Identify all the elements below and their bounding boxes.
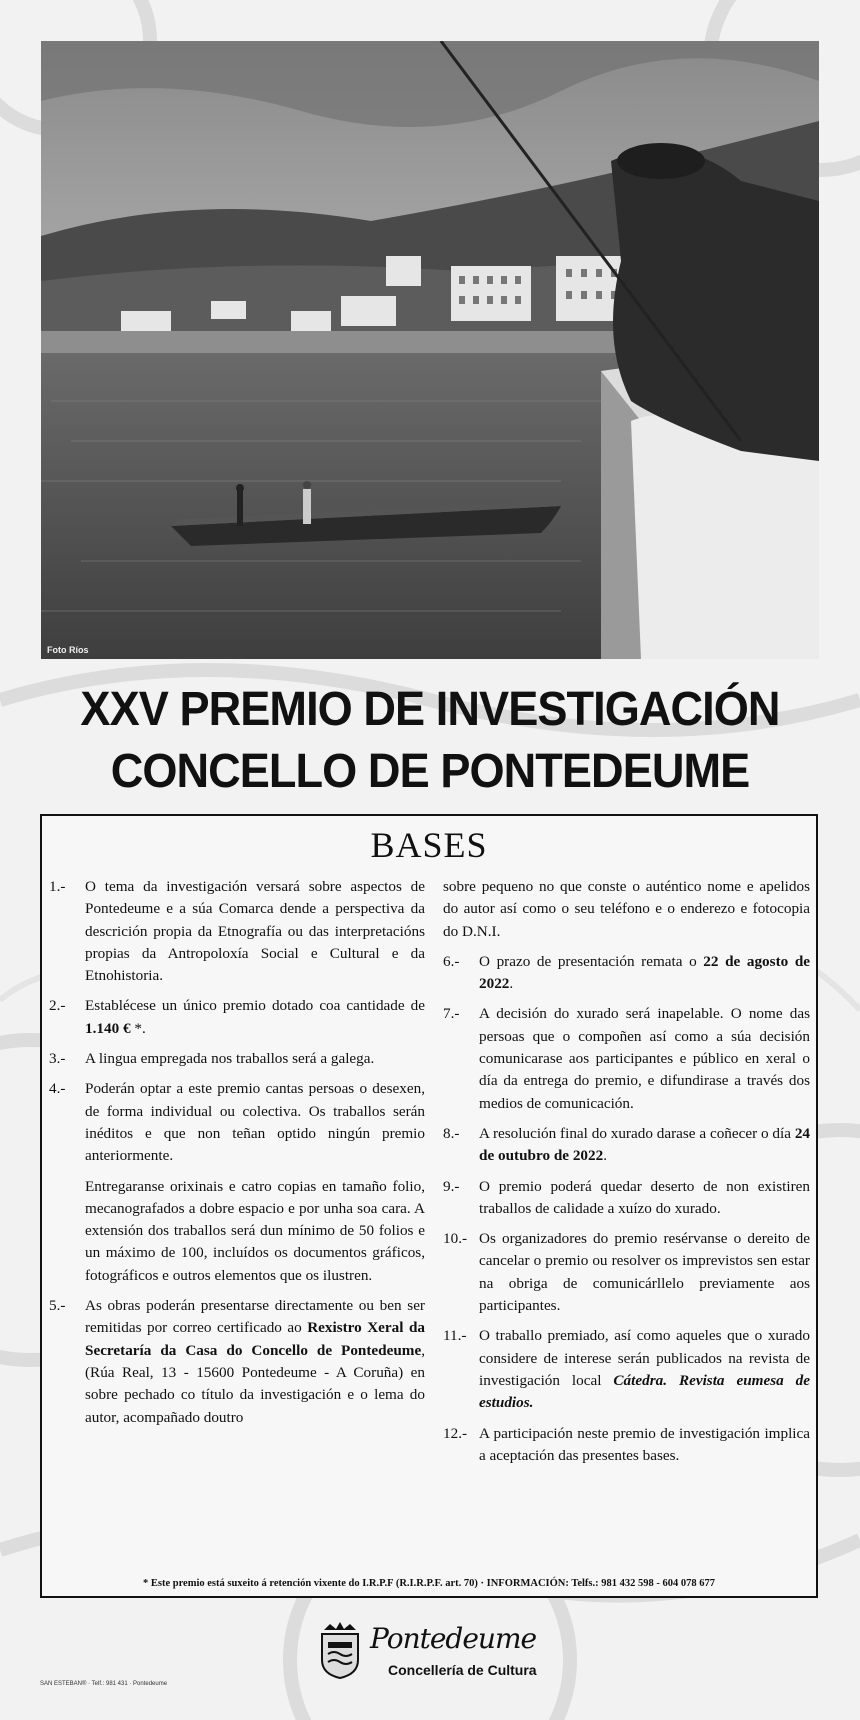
crest-icon — [318, 1620, 362, 1680]
printer-mark: SAN ESTEBAN® · Telf.: 981 431 · Pontedeume — [40, 1681, 168, 1687]
prize-amount: 1.140 € — [85, 1019, 131, 1037]
base-text: Poderán optar a este premio cantas persoas o desexen, de forma individual ou colectiva. Os traballos serán inéditos e que non teñan optido ningún premio anteriormente. — [85, 1080, 425, 1165]
brand-name: Pontedeume — [370, 1622, 537, 1655]
base-text-part: Establécese un único premio dotado coa cantidade de — [85, 997, 425, 1015]
base-text — [479, 1123, 810, 1168]
base-item — [443, 1228, 810, 1317]
base-text: A lingua empregada nos traballos será a galega. — [85, 1050, 375, 1068]
base-item — [49, 1295, 425, 1429]
base-number: 11.- — [443, 1327, 467, 1345]
base-item — [49, 995, 425, 1040]
pontedeume-logo — [318, 1618, 558, 1688]
base-item — [443, 1423, 810, 1468]
base-number: 1.- — [49, 878, 66, 895]
base-number: 5.- — [49, 1297, 66, 1315]
base-text-part: , (Rúa Real, 13 - 15600 Pontedeume - A Coruña) en sobre pechado co título da investigación e o lema do autor, acompañado doutro — [85, 1341, 425, 1426]
base-text — [479, 951, 810, 996]
bases-column-left — [49, 876, 425, 1437]
base-item — [49, 1048, 425, 1070]
base-text-paragraph: Entregaranse orixinais e catro copias en tamaño folio, mecanografados a dobre espacio e por unha soa cara. A extensión dos traballos será dun mínimo de 50 folios e un máximo de 100, incluídos os documentos gráficos, fotográficos e outros elementos que os ilustren. — [85, 1177, 425, 1284]
base-text — [85, 995, 425, 1040]
base-number: 4.- — [49, 1080, 66, 1098]
base-item — [443, 951, 810, 996]
base-text-part: . — [509, 975, 514, 993]
base-item — [443, 1123, 810, 1168]
base-text-part: O prazo de presentación remata o — [479, 952, 704, 970]
base-text: A participación neste premio de investigación implica a aceptación das presentes bases. — [479, 1424, 810, 1464]
base-number: 3.- — [49, 1050, 66, 1068]
footnote: * Este premio está suxeito á retención vixente do I.R.P.F (R.I.R.P.F. art. 70) · INFORMACIÓN: Telfs.: 981 432 598 - 604 078 677 — [142, 1578, 716, 1589]
base-number: 7.- — [443, 1005, 460, 1023]
base-text-part: . — [603, 1147, 607, 1165]
bases-column-right — [443, 876, 810, 1475]
base-item — [443, 1176, 810, 1221]
photo-credit: Foto Ríos — [47, 645, 89, 655]
base-text — [479, 1325, 810, 1414]
resolution-date: 24 de outubro de 2022 — [479, 1124, 810, 1165]
base-text-part: As obras poderán presentarse directamente ou ben ser remitidas por correo certificado ao — [85, 1297, 425, 1337]
base-number: 10.- — [443, 1230, 468, 1248]
harbor-photograph — [41, 41, 819, 659]
bases-heading: BASES — [370, 825, 488, 865]
bases-box — [40, 814, 818, 1598]
base-text: A decisión do xurado será inapelable. O nome das persoas que o compoñen así como a súa decisión comunicarase aos participantes e público en xeral o día da entrega do premio, e difundirase a través dos medios de comunicación. — [479, 1005, 810, 1112]
journal-title: Cátedra. Revista eumesa de estudios. — [479, 1371, 811, 1412]
base-text: O premio poderá quedar deserto de non existiren traballos de calidade a xuízo do xurado. — [479, 1177, 810, 1217]
base-number: 2.- — [49, 997, 66, 1015]
base-number: 12.- — [443, 1424, 468, 1442]
title-line-1: XXV PREMIO DE INVESTIGACIÓN — [80, 683, 780, 736]
base-text: O tema da investigación versará sobre aspectos de Pontedeume e a súa Comarca dende a perspectiva da descrición propia da Etnografía ou das interpretacións propias da Antropoloxía Social e Cultural e da Etnohistoria. — [85, 878, 425, 985]
base-item — [443, 1325, 810, 1414]
base-item — [49, 876, 425, 987]
department-name: Concellería de Cultura — [388, 1662, 537, 1678]
base-number: 6.- — [443, 952, 460, 970]
base-text-part: O traballo premiado, así como aqueles que o xurado considere de interese serán publicados na revista de investigación local — [479, 1327, 810, 1389]
title-line-2: CONCELLO DE PONTEDEUME — [110, 745, 750, 798]
photo-illustration — [41, 41, 819, 659]
base-item — [443, 1003, 810, 1114]
base-text: Os organizadores do premio resérvanse o dereito de cancelar o premio ou resolver os imprevistos sen estar na obriga de comunicárllelo previamente aos participantes. — [479, 1230, 810, 1315]
base-text-part: *. — [130, 1019, 146, 1037]
registry-name: Rexistro Xeral da Secretaría da Casa do Concello de Pontedeume — [85, 1319, 425, 1359]
base-number: 8.- — [443, 1124, 460, 1142]
base-item — [49, 1078, 425, 1167]
base-text-continued: sobre pequeno no que conste o auténtico nome e apelidos do autor así como o seu teléfono e o enderezo e fotocopia do D.N.I. — [443, 878, 810, 940]
deadline-date: 22 de agosto de 2022 — [479, 952, 811, 993]
base-text-part: A resolución final do xurado darase a coñecer o día — [479, 1124, 795, 1142]
base-number: 9.- — [443, 1177, 460, 1195]
base-text — [85, 1295, 425, 1429]
